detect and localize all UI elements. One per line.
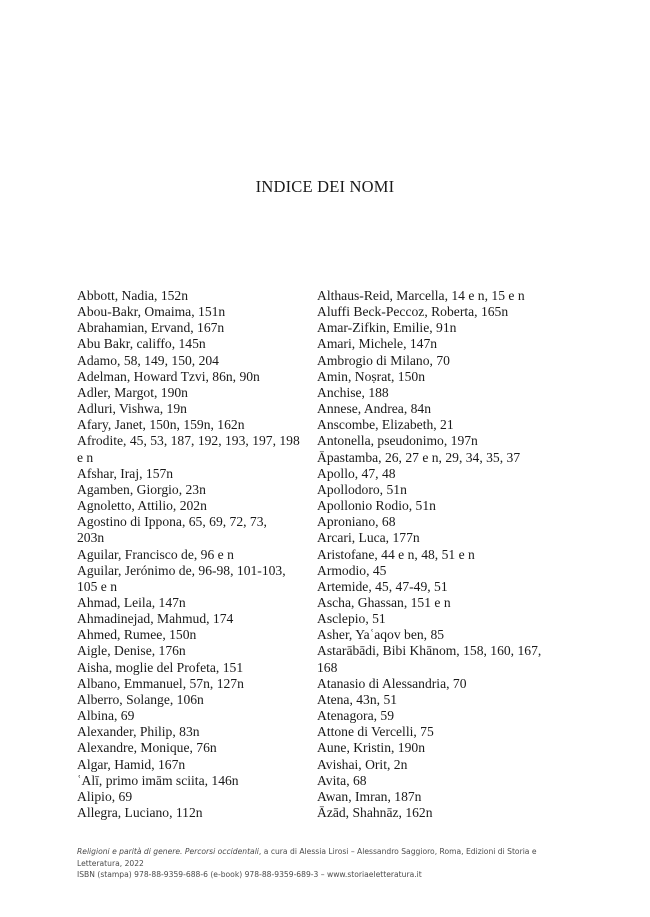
index-entry-text: Amin, Noṣrat, 150n	[317, 368, 425, 384]
index-entry	[317, 320, 539, 336]
index-entry	[77, 498, 299, 514]
index-entry-text: Alberro, Solange, 106n	[77, 691, 204, 707]
index-entry	[77, 288, 299, 304]
index-entry	[317, 708, 539, 724]
index-entry-text: ʿAlī, primo imām sciita, 146n	[77, 772, 239, 788]
index-entry	[317, 740, 539, 756]
index-entry	[317, 417, 539, 433]
index-entry-text: Albina, 69	[77, 708, 135, 724]
index-entry	[77, 369, 299, 385]
index-entry	[317, 401, 539, 417]
index-entry-text: Adluri, Vishwa, 19n	[77, 401, 187, 417]
index-entry	[77, 401, 299, 417]
index-entry-text: Asher, Yaʿaqov ben, 85	[317, 627, 445, 643]
index-entry-text: Apollonio Rodio, 51n	[317, 498, 436, 514]
index-entry	[317, 627, 539, 643]
index-entry-text: Afary, Janet, 150n, 159n, 162n	[77, 417, 245, 433]
index-entry-text: Algar, Hamid, 167n	[77, 756, 186, 772]
index-entry	[77, 708, 299, 724]
index-entry	[77, 660, 299, 676]
index-entry	[77, 773, 299, 789]
index-entry-text: Armodio, 45	[317, 562, 387, 578]
index-entry	[317, 514, 539, 530]
footer-book-title: Religioni e parità di genere. Percorsi occidentali	[77, 847, 259, 856]
index-entry	[317, 773, 539, 789]
index-entry-text: Alexander, Philip, 83n	[77, 724, 200, 740]
index-entry-text: Aproniano, 68	[317, 514, 396, 530]
index-entry-text: Ahmed, Rumee, 150n	[77, 627, 197, 643]
index-entry	[77, 740, 299, 756]
index-entry	[77, 563, 299, 595]
index-entry	[77, 336, 299, 352]
index-entry	[317, 676, 539, 692]
index-entry	[317, 611, 539, 627]
index-entry-text: Astarābādi, Bibi Khānom, 158, 160, 167,	[317, 643, 542, 659]
footer-isbn: ISBN (stampa) 978-88-9359-688-6 (e-book) 978-88-9359-689-3 – www.storiaeletteratura.it	[77, 870, 422, 880]
index-entry-text: Apollodoro, 51n	[317, 481, 407, 497]
index-entry	[317, 579, 539, 595]
index-entry	[77, 676, 299, 692]
index-entry	[77, 724, 299, 740]
index-entry	[77, 627, 299, 643]
index-entry	[77, 385, 299, 401]
index-entry-text: Aisha, moglie del Profeta, 151	[77, 659, 244, 675]
index-entry-text: Agostino di Ippona, 65, 69, 72, 73,	[77, 514, 267, 530]
index-entry-text: Atenagora, 59	[317, 708, 395, 724]
index-column-right	[317, 288, 542, 821]
index-entry-text: Abbott, Nadia, 152n	[77, 288, 189, 303]
index-entry-text: Ahmad, Leila, 147n	[77, 594, 186, 610]
index-entry	[77, 353, 299, 369]
index-entry-text: Aune, Kristin, 190n	[317, 740, 425, 756]
index-entry-text: Āpastamba, 26, 27 e n, 29, 34, 35, 37	[317, 449, 521, 465]
copyright-footer	[77, 846, 547, 881]
index-entry-text: Annese, Andrea, 84n	[317, 401, 432, 417]
index-entry	[317, 353, 539, 369]
index-entry-text: Ambrogio di Milano, 70	[317, 352, 450, 368]
index-entry-text: Allegra, Luciano, 112n	[77, 805, 203, 820]
index-entry-text: Agamben, Giorgio, 23n	[77, 481, 206, 497]
index-entry-text: Aguilar, Francisco de, 96 e n	[77, 546, 234, 562]
index-entry-continuation: 105 e n	[77, 578, 118, 594]
index-entry-text: Anscombe, Elizabeth, 21	[317, 417, 454, 433]
index-entry-text: Asclepio, 51	[317, 611, 386, 627]
index-entry-text: Aristofane, 44 e n, 48, 51 e n	[317, 546, 475, 562]
index-entry-text: Alexandre, Monique, 76n	[77, 740, 217, 756]
index-entry	[317, 643, 542, 675]
index-entry	[317, 757, 539, 773]
index-entry	[77, 692, 299, 708]
index-entry-text: Āzād, Shahnāz, 162n	[317, 805, 433, 820]
index-entry	[317, 498, 539, 514]
index-entry	[77, 304, 299, 320]
index-entry	[317, 288, 539, 304]
index-entry	[317, 789, 539, 805]
index-entry-text: Abrahamian, Ervand, 167n	[77, 320, 225, 336]
index-entry-text: Anchise, 188	[317, 384, 389, 400]
footer-citation: Religioni e parità di genere. Percorsi occidentali, a cura di Alessia Lirosi – Alessandro Saggioro, Roma, Edizioni di Storia e	[77, 847, 537, 856]
index-entry-text: Albano, Emmanuel, 57n, 127n	[77, 675, 244, 691]
index-entry	[77, 417, 299, 433]
index-entry-text: Abou-Bakr, Omaima, 151n	[77, 304, 226, 320]
index-entry	[317, 482, 539, 498]
index-entry	[317, 595, 539, 611]
index-entry	[77, 789, 299, 805]
index-entry-text: Atanasio di Alessandria, 70	[317, 675, 467, 691]
index-entry-text: Avita, 68	[317, 772, 367, 788]
index-entry	[317, 530, 539, 546]
index-entry	[317, 369, 539, 385]
index-entry	[317, 547, 539, 563]
page-title: INDICE DEI NOMI	[255, 177, 395, 196]
index-entry	[317, 563, 539, 579]
index-entry-text: Althaus-Reid, Marcella, 14 e n, 15 e n	[317, 288, 525, 303]
index-entry-text: Atena, 43n, 51	[317, 691, 398, 707]
index-entry-text: Adler, Margot, 190n	[77, 384, 188, 400]
index-entry-text: Ascha, Ghassan, 151 e n	[317, 594, 451, 610]
index-entry	[77, 595, 299, 611]
index-entry-text: Attone di Vercelli, 75	[317, 724, 434, 740]
index-entry	[317, 304, 539, 320]
index-entry-continuation: 203n	[77, 530, 105, 546]
footer-publication-year: Letteratura, 2022	[77, 858, 144, 868]
index-entry-text: Artemide, 45, 47-49, 51	[317, 578, 448, 594]
index-entry	[317, 385, 539, 401]
index-entry	[77, 757, 299, 773]
index-entry-text: Aguilar, Jerónimo de, 96-98, 101-103,	[77, 562, 286, 578]
index-entry	[77, 643, 299, 659]
index-entry-text: Abu Bakr, califfo, 145n	[77, 336, 206, 352]
index-entry	[77, 547, 299, 563]
index-entry-text: Afrodite, 45, 53, 187, 192, 193, 197, 198	[77, 433, 300, 449]
index-entry-text: Aigle, Denise, 176n	[77, 643, 186, 659]
index-entry-text: Arcari, Luca, 177n	[317, 530, 420, 546]
index-entry-text: Apollo, 47, 48	[317, 465, 396, 481]
index-entry-text: Antonella, pseudonimo, 197n	[317, 433, 478, 449]
index-entry	[317, 805, 539, 821]
index-entry-text: Aluffi Beck-Peccoz, Roberta, 165n	[317, 304, 509, 320]
index-entry-text: Alipio, 69	[77, 788, 133, 804]
index-column-left	[77, 288, 299, 821]
index-entry	[317, 450, 539, 466]
index-entry	[77, 320, 299, 336]
index-entry	[77, 611, 299, 627]
index-entry-text: Adelman, Howard Tzvi, 86n, 90n	[77, 368, 260, 384]
index-entry	[317, 433, 539, 449]
index-entry	[317, 724, 539, 740]
index-entry	[77, 466, 299, 482]
index-entry-text: Adamo, 58, 149, 150, 204	[77, 352, 219, 368]
index-entry	[77, 482, 299, 498]
index-entry	[77, 514, 299, 546]
index-entry-text: Agnoletto, Attilio, 202n	[77, 498, 207, 514]
index-entry	[317, 692, 539, 708]
index-entry-text: Ahmadinejad, Mahmud, 174	[77, 611, 234, 627]
index-entry-text: Avishai, Orit, 2n	[317, 756, 408, 772]
index-entry	[317, 466, 539, 482]
index-entry	[77, 433, 299, 465]
index-entry	[77, 805, 299, 821]
index-entry-continuation: 168	[317, 659, 338, 675]
index-entry-text: Awan, Imran, 187n	[317, 788, 422, 804]
index-entry-text: Amari, Michele, 147n	[317, 336, 438, 352]
index-entry-text: Amar-Zifkin, Emilie, 91n	[317, 320, 457, 336]
index-entry-text: Afshar, Iraj, 157n	[77, 465, 174, 481]
index-entry-continuation: e n	[77, 449, 94, 465]
index-entry	[317, 336, 539, 352]
